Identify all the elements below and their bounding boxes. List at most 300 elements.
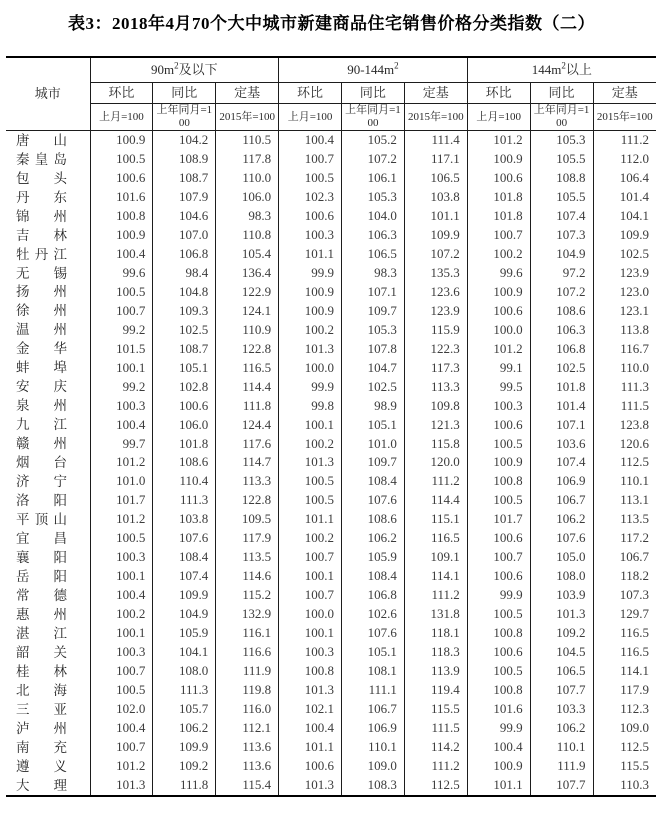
index-value: 105.1	[153, 359, 216, 378]
index-value: 100.9	[279, 302, 342, 321]
city-name: 宜昌	[6, 529, 90, 548]
index-value: 119.4	[404, 681, 467, 700]
index-value: 111.4	[404, 131, 467, 150]
group-header-90-144	[279, 57, 468, 83]
index-value: 105.9	[153, 624, 216, 643]
index-value: 100.9	[467, 453, 530, 472]
index-value: 124.4	[216, 416, 279, 435]
index-value: 117.8	[216, 150, 279, 169]
city-name: 安庆	[6, 378, 90, 397]
metric-header-fixed-base: 定基	[593, 83, 656, 104]
index-value: 100.4	[467, 738, 530, 757]
index-value: 101.2	[467, 340, 530, 359]
table-row	[6, 700, 656, 719]
table-row	[6, 548, 656, 567]
index-value: 136.4	[216, 264, 279, 283]
index-value: 99.6	[467, 264, 530, 283]
index-value: 115.1	[404, 510, 467, 529]
index-value: 102.5	[530, 359, 593, 378]
index-value: 108.4	[153, 548, 216, 567]
index-value: 108.7	[153, 169, 216, 188]
index-value: 100.7	[90, 662, 153, 681]
index-value: 98.9	[342, 397, 405, 416]
index-value: 131.8	[404, 605, 467, 624]
index-value: 99.9	[279, 264, 342, 283]
index-value: 107.6	[153, 529, 216, 548]
index-value: 109.9	[593, 226, 656, 245]
index-value: 107.6	[342, 624, 405, 643]
index-value: 109.3	[153, 302, 216, 321]
index-value: 108.6	[530, 302, 593, 321]
index-value: 100.1	[90, 624, 153, 643]
city-name: 秦皇岛	[6, 150, 90, 169]
index-value: 106.0	[216, 188, 279, 207]
metric-header-yoy: 同比	[530, 83, 593, 104]
index-value: 101.5	[90, 340, 153, 359]
city-name: 常德	[6, 586, 90, 605]
index-value: 112.5	[404, 776, 467, 796]
index-value: 117.1	[404, 150, 467, 169]
index-value: 100.7	[467, 226, 530, 245]
index-value: 100.9	[90, 131, 153, 150]
city-name: 徐州	[6, 302, 90, 321]
index-value: 100.1	[90, 567, 153, 586]
base-header-same-month-last-year: 上年同月=100	[530, 104, 593, 131]
index-value: 115.5	[404, 700, 467, 719]
group-header-144-above	[467, 57, 656, 83]
city-name: 金华	[6, 340, 90, 359]
city-name: 九江	[6, 416, 90, 435]
metric-header-fixed-base: 定基	[216, 83, 279, 104]
index-value: 100.0	[279, 359, 342, 378]
index-value: 100.8	[279, 662, 342, 681]
index-value: 112.5	[593, 453, 656, 472]
index-value: 100.2	[279, 321, 342, 340]
city-name: 济宁	[6, 472, 90, 491]
index-value: 101.0	[342, 435, 405, 454]
index-value: 101.1	[404, 207, 467, 226]
city-name: 泉州	[6, 397, 90, 416]
index-value: 108.6	[153, 453, 216, 472]
index-value: 106.8	[153, 245, 216, 264]
superscript-2: 2	[174, 60, 179, 71]
index-value: 115.4	[216, 776, 279, 796]
index-value: 114.6	[216, 567, 279, 586]
index-value: 101.6	[90, 188, 153, 207]
index-value: 108.7	[153, 340, 216, 359]
index-value: 115.9	[404, 321, 467, 340]
index-value: 106.5	[404, 169, 467, 188]
index-value: 101.2	[90, 510, 153, 529]
index-value: 112.1	[216, 719, 279, 738]
metric-header-row	[6, 83, 656, 104]
base-header-same-month-last-year: 上年同月=100	[153, 104, 216, 131]
index-value: 100.5	[279, 472, 342, 491]
index-value: 111.2	[593, 131, 656, 150]
group-header-90-and-below	[90, 57, 279, 83]
table-row	[6, 529, 656, 548]
index-value: 104.5	[530, 643, 593, 662]
index-value: 123.8	[593, 416, 656, 435]
city-name: 锦州	[6, 207, 90, 226]
index-value: 116.0	[216, 700, 279, 719]
index-value: 100.8	[467, 472, 530, 491]
index-value: 100.4	[279, 719, 342, 738]
index-value: 100.7	[279, 548, 342, 567]
index-value: 101.3	[279, 453, 342, 472]
table-row	[6, 131, 656, 150]
index-value: 111.1	[342, 681, 405, 700]
index-value: 99.6	[90, 264, 153, 283]
city-name: 韶关	[6, 643, 90, 662]
index-value: 99.9	[467, 586, 530, 605]
index-value: 106.5	[342, 245, 405, 264]
city-name: 牡丹江	[6, 245, 90, 264]
index-value: 104.8	[153, 283, 216, 302]
index-value: 109.1	[404, 548, 467, 567]
table-row	[6, 321, 656, 340]
table-row	[6, 359, 656, 378]
index-value: 107.8	[342, 340, 405, 359]
index-value: 110.0	[593, 359, 656, 378]
index-value: 114.1	[404, 567, 467, 586]
metric-header-mom: 环比	[90, 83, 153, 104]
index-value: 109.0	[593, 719, 656, 738]
index-value: 109.7	[342, 302, 405, 321]
city-name: 包头	[6, 169, 90, 188]
index-value: 106.3	[342, 226, 405, 245]
base-header-row	[6, 104, 656, 131]
index-value: 104.9	[153, 605, 216, 624]
index-value: 101.2	[90, 453, 153, 472]
index-value: 116.7	[593, 340, 656, 359]
index-value: 101.3	[530, 605, 593, 624]
index-value: 100.7	[279, 586, 342, 605]
metric-header-yoy: 同比	[342, 83, 405, 104]
index-value: 101.7	[467, 510, 530, 529]
index-value: 105.1	[342, 416, 405, 435]
index-value: 111.3	[153, 681, 216, 700]
table-row	[6, 605, 656, 624]
metric-header-yoy: 同比	[153, 83, 216, 104]
index-value: 103.6	[530, 435, 593, 454]
index-value: 112.3	[593, 700, 656, 719]
index-value: 100.5	[90, 529, 153, 548]
index-value: 101.7	[90, 491, 153, 510]
table-row	[6, 188, 656, 207]
index-value: 116.5	[593, 624, 656, 643]
table-row	[6, 245, 656, 264]
index-value: 109.2	[530, 624, 593, 643]
city-column-header: 城市	[6, 57, 90, 131]
index-value: 108.3	[342, 776, 405, 796]
base-header-2015: 2015年=100	[593, 104, 656, 131]
index-value: 111.2	[404, 472, 467, 491]
table-row	[6, 226, 656, 245]
table-row	[6, 567, 656, 586]
index-value: 110.1	[342, 738, 405, 757]
index-value: 109.9	[153, 586, 216, 605]
index-value: 105.3	[342, 188, 405, 207]
index-value: 105.4	[216, 245, 279, 264]
table-row	[6, 283, 656, 302]
index-value: 118.3	[404, 643, 467, 662]
index-value: 107.0	[153, 226, 216, 245]
index-value: 118.1	[404, 624, 467, 643]
index-value: 115.2	[216, 586, 279, 605]
index-value: 135.3	[404, 264, 467, 283]
city-name: 南充	[6, 738, 90, 757]
index-value: 109.0	[342, 757, 405, 776]
index-value: 106.8	[530, 340, 593, 359]
index-value: 121.3	[404, 416, 467, 435]
city-name: 赣州	[6, 435, 90, 454]
city-name: 三亚	[6, 700, 90, 719]
index-value: 123.6	[404, 283, 467, 302]
index-value: 111.9	[530, 757, 593, 776]
index-value: 101.2	[90, 757, 153, 776]
index-value: 111.8	[153, 776, 216, 796]
index-value: 100.2	[90, 605, 153, 624]
index-value: 100.9	[90, 226, 153, 245]
index-value: 106.2	[153, 719, 216, 738]
table-row	[6, 302, 656, 321]
index-value: 107.4	[530, 453, 593, 472]
index-value: 106.0	[153, 416, 216, 435]
index-value: 106.7	[530, 491, 593, 510]
metric-header-mom: 环比	[467, 83, 530, 104]
index-value: 115.8	[404, 435, 467, 454]
index-value: 114.7	[216, 453, 279, 472]
superscript-2: 2	[394, 60, 399, 71]
index-value: 111.5	[404, 719, 467, 738]
index-value: 99.2	[90, 378, 153, 397]
index-value: 98.3	[342, 264, 405, 283]
index-value: 100.7	[90, 738, 153, 757]
index-value: 100.8	[467, 681, 530, 700]
city-name: 襄阳	[6, 548, 90, 567]
index-value: 106.7	[342, 700, 405, 719]
city-name: 洛阳	[6, 491, 90, 510]
index-value: 109.8	[404, 397, 467, 416]
index-value: 107.1	[342, 283, 405, 302]
index-value: 108.8	[530, 169, 593, 188]
index-value: 100.3	[279, 643, 342, 662]
city-name: 吉林	[6, 226, 90, 245]
index-value: 117.2	[593, 529, 656, 548]
city-name: 湛江	[6, 624, 90, 643]
index-value: 98.4	[153, 264, 216, 283]
index-value: 99.1	[467, 359, 530, 378]
table-row	[6, 378, 656, 397]
index-value: 100.7	[467, 548, 530, 567]
index-value: 111.8	[216, 397, 279, 416]
city-name: 泸州	[6, 719, 90, 738]
index-value: 104.0	[342, 207, 405, 226]
index-value: 101.4	[593, 188, 656, 207]
index-value: 114.4	[216, 378, 279, 397]
index-value: 106.4	[593, 169, 656, 188]
index-value: 105.1	[342, 643, 405, 662]
index-value: 124.1	[216, 302, 279, 321]
index-value: 108.0	[153, 662, 216, 681]
index-value: 117.3	[404, 359, 467, 378]
index-value: 101.8	[467, 207, 530, 226]
price-index-table	[6, 56, 656, 797]
index-value: 106.1	[342, 169, 405, 188]
metric-header-mom: 环比	[279, 83, 342, 104]
index-value: 104.2	[153, 131, 216, 150]
index-value: 116.5	[404, 529, 467, 548]
index-value: 108.9	[153, 150, 216, 169]
city-name: 惠州	[6, 605, 90, 624]
index-value: 113.5	[216, 548, 279, 567]
index-value: 103.9	[530, 586, 593, 605]
group-label-text: 144m	[531, 61, 562, 77]
index-value: 103.8	[404, 188, 467, 207]
index-value: 102.0	[90, 700, 153, 719]
index-value: 105.3	[530, 131, 593, 150]
table-row	[6, 719, 656, 738]
index-value: 114.1	[593, 662, 656, 681]
index-value: 100.9	[467, 757, 530, 776]
city-name: 蚌埠	[6, 359, 90, 378]
report-page	[0, 9, 663, 797]
index-value: 107.3	[593, 586, 656, 605]
index-value: 113.3	[216, 472, 279, 491]
index-value: 101.8	[153, 435, 216, 454]
index-value: 106.9	[342, 719, 405, 738]
city-name: 丹东	[6, 188, 90, 207]
group-label-text: 90-144m	[347, 61, 395, 77]
index-value: 100.4	[90, 245, 153, 264]
index-value: 99.5	[467, 378, 530, 397]
index-value: 100.1	[279, 416, 342, 435]
index-value: 100.5	[467, 491, 530, 510]
index-value: 100.5	[90, 681, 153, 700]
index-value: 104.1	[153, 643, 216, 662]
index-value: 107.7	[530, 681, 593, 700]
index-value: 100.6	[467, 529, 530, 548]
index-value: 120.0	[404, 453, 467, 472]
index-value: 111.2	[404, 586, 467, 605]
index-value: 111.9	[216, 662, 279, 681]
index-value: 111.5	[593, 397, 656, 416]
index-value: 100.6	[279, 207, 342, 226]
index-value: 116.1	[216, 624, 279, 643]
index-value: 113.9	[404, 662, 467, 681]
group-header-row	[6, 57, 656, 83]
page-title: 表3：2018年4月70个大中城市新建商品住宅销售价格分类指数（二）	[68, 14, 595, 33]
index-value: 110.8	[216, 226, 279, 245]
index-value: 100.8	[90, 207, 153, 226]
table-row	[6, 435, 656, 454]
index-value: 98.3	[216, 207, 279, 226]
index-value: 108.4	[342, 472, 405, 491]
index-value: 110.5	[216, 131, 279, 150]
table-row	[6, 169, 656, 188]
index-value: 114.4	[404, 491, 467, 510]
index-value: 101.6	[467, 700, 530, 719]
index-value: 105.5	[530, 150, 593, 169]
index-value: 100.6	[153, 397, 216, 416]
index-value: 101.0	[90, 472, 153, 491]
table-row	[6, 757, 656, 776]
index-value: 100.6	[467, 643, 530, 662]
index-value: 129.7	[593, 605, 656, 624]
index-value: 101.8	[467, 188, 530, 207]
index-value: 100.4	[279, 131, 342, 150]
index-value: 109.9	[404, 226, 467, 245]
city-name: 大理	[6, 776, 90, 796]
index-value: 113.6	[216, 757, 279, 776]
index-value: 107.1	[530, 416, 593, 435]
index-value: 100.5	[467, 435, 530, 454]
index-value: 123.9	[404, 302, 467, 321]
index-value: 101.3	[279, 340, 342, 359]
index-value: 102.6	[342, 605, 405, 624]
city-name: 平顶山	[6, 510, 90, 529]
index-value: 109.9	[153, 738, 216, 757]
index-value: 110.3	[593, 776, 656, 796]
table-row	[6, 586, 656, 605]
index-value: 100.6	[90, 169, 153, 188]
index-value: 100.1	[279, 567, 342, 586]
index-value: 105.0	[530, 548, 593, 567]
index-value: 113.8	[593, 321, 656, 340]
index-value: 113.5	[593, 510, 656, 529]
index-value: 100.3	[279, 226, 342, 245]
table-row	[6, 416, 656, 435]
table-row	[6, 776, 656, 796]
index-value: 107.2	[530, 283, 593, 302]
index-value: 120.6	[593, 435, 656, 454]
index-value: 100.9	[467, 283, 530, 302]
index-value: 109.5	[216, 510, 279, 529]
index-value: 107.2	[404, 245, 467, 264]
index-value: 100.6	[279, 757, 342, 776]
table-row	[6, 264, 656, 283]
index-value: 100.3	[467, 397, 530, 416]
index-value: 116.6	[216, 643, 279, 662]
table-body	[6, 131, 656, 796]
index-value: 100.6	[467, 567, 530, 586]
index-value: 106.2	[530, 719, 593, 738]
index-value: 100.2	[279, 529, 342, 548]
index-value: 105.7	[153, 700, 216, 719]
index-value: 110.0	[216, 169, 279, 188]
index-value: 100.5	[90, 150, 153, 169]
index-value: 101.4	[530, 397, 593, 416]
index-value: 99.9	[467, 719, 530, 738]
index-value: 100.2	[467, 245, 530, 264]
index-value: 101.3	[279, 681, 342, 700]
group-label-text: 以上	[565, 61, 592, 77]
index-value: 110.4	[153, 472, 216, 491]
index-value: 106.5	[530, 662, 593, 681]
table-row	[6, 662, 656, 681]
index-value: 107.4	[530, 207, 593, 226]
table-row	[6, 397, 656, 416]
base-header-same-month-last-year: 上年同月=100	[342, 104, 405, 131]
index-value: 105.5	[530, 188, 593, 207]
index-value: 106.9	[530, 472, 593, 491]
index-value: 123.0	[593, 283, 656, 302]
index-value: 107.3	[530, 226, 593, 245]
index-value: 101.1	[279, 510, 342, 529]
index-value: 102.5	[593, 245, 656, 264]
index-value: 116.5	[593, 643, 656, 662]
